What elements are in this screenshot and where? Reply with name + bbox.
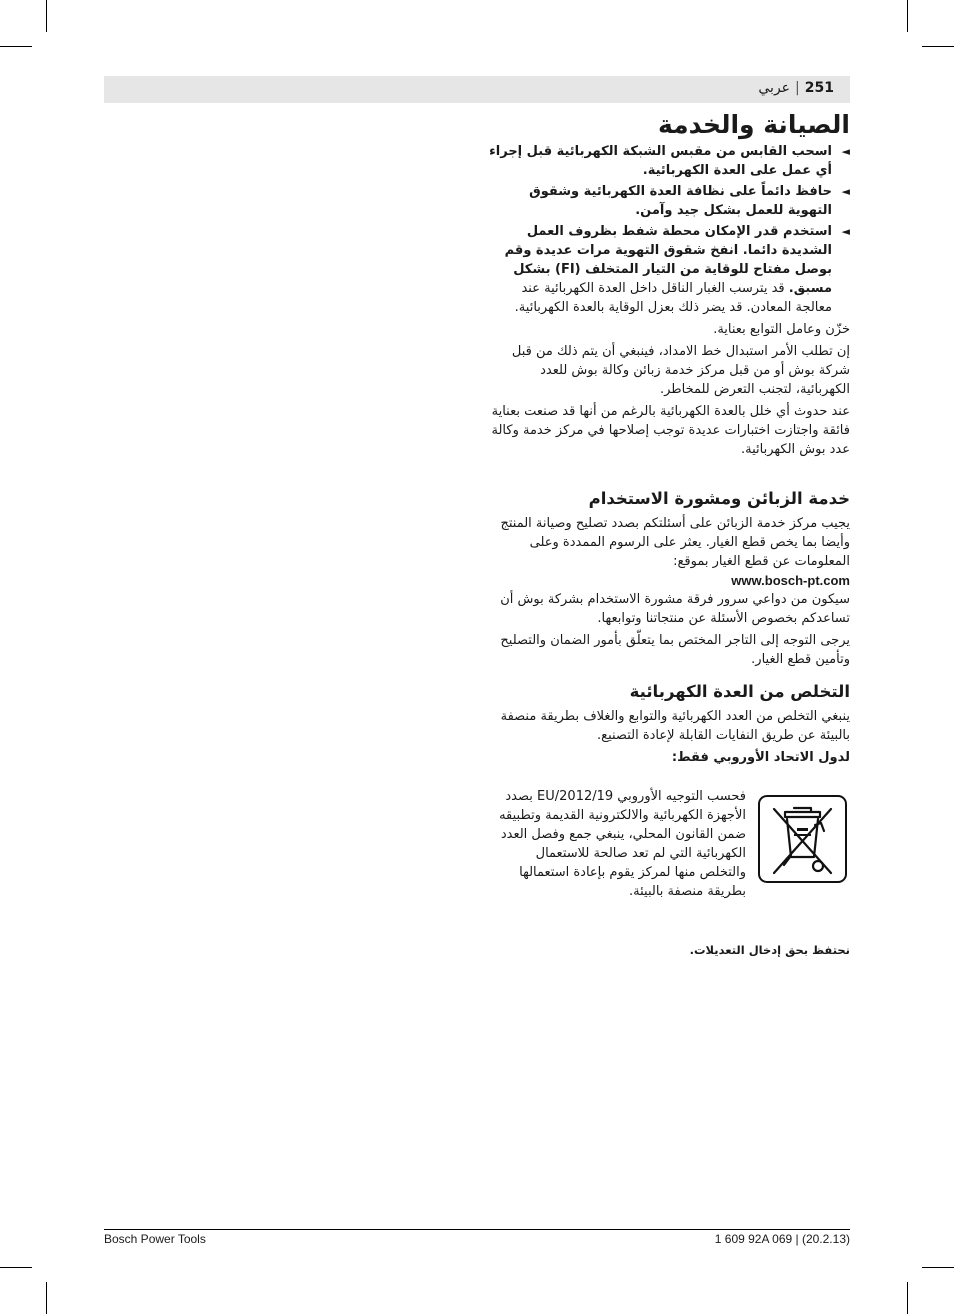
crop-mark (46, 0, 47, 32)
page-header (104, 76, 850, 103)
paragraph: ينبغي التخلص من العدد الكهربائية والتوابع والغلاف بطريقة منصفة بالبيئة عن طريق النفايات القابلة لإعادة التصنيع. (500, 709, 850, 743)
disposal-heading: التخلص من العدة الكهربائية (629, 682, 850, 701)
eu-heading: لدول الاتحاد الأوروبي فقط: (671, 750, 850, 765)
triangle-left-icon: ◄ (841, 225, 850, 238)
crop-mark (907, 1282, 908, 1314)
footer-divider (104, 1229, 850, 1230)
paragraph: فحسب التوجيه الأوروبي 2012/19/EU بصدد الأجهزة الكهربائية والالكترونية القديمة وتطبيقه ضمن القانون المحلي، ينبغي جمع وفصل العدد الكهربائية التي لم تعد صالحة للاستعمال والتخلص منها لمركز يقوم بإعادة استعمالها بطريقة منصفة بالبيئة. (499, 789, 746, 899)
crop-mark (922, 1267, 954, 1268)
paragraph: يرجى التوجه إلى التاجر المختص بما يتعلّق بأمور الضمان والتصليح وتأمين قطع الغيار. (500, 633, 850, 667)
crop-mark (0, 46, 32, 47)
footer-brand: Bosch Power Tools (104, 1232, 206, 1246)
bosch-website-link[interactable]: www.bosch-pt.com (731, 573, 850, 588)
crop-mark (907, 0, 908, 32)
header-language: عربي (758, 80, 791, 96)
crossed-out-wheelie-bin-icon (758, 795, 847, 883)
bullet-item: ◄ استخدم قدر الإمكان محطة شفط بظروف العمل الشديدة دائما. انفخ شقوق التهوية مرات عديدة وقم بوصل مفتاح للوقاية من التيار المتخلف (FI) بشكل مسبق. قد يترسب الغبار الناقل داخل العدة الكهربائية عند معالجة المعادن. قد يضر ذلك بعزل الوقاية بالعدة الكهربائية. (504, 224, 850, 315)
service-heading: خدمة الزبائن ومشورة الاستخدام (588, 489, 850, 508)
page-title: الصيانة والخدمة (657, 110, 850, 139)
triangle-left-icon: ◄ (841, 145, 850, 158)
paragraph: يجيب مركز خدمة الزبائن على أسئلتكم بصدد تصليح وصيانة المنتج وأيضا بما يخص قطع الغيار. يعثر على الرسوم الممددة وعلى المعلومات عن قطع الغيار بموقع: (500, 516, 850, 569)
footer-doc-number: 1 609 92A 069 | (20.2.13) (714, 1232, 850, 1246)
maintenance-section (486, 108, 850, 459)
crop-mark (46, 1282, 47, 1314)
page-number: 251 (804, 80, 834, 96)
service-section (486, 487, 850, 669)
bullet-item: ◄ حافظ دائماً على نظافة العدة الكهربائية وشقوق التهوية للعمل بشكل جيد وآمن. (529, 184, 850, 218)
reserve-note-text: نحتفظ بحق إدخال التعديلات. (689, 943, 850, 957)
header-text: 251|عربي (758, 80, 834, 96)
paragraph: إن تطلب الأمر استبدال خط الامداد، فينبغي أن يتم ذلك من قبل شركة بوش أو من قبل مركز خدمة زبائن وكالة بوش للعدد الكهربائية، لتجنب التعرض للمخاطر. (511, 344, 850, 397)
bin-drawing (760, 797, 845, 881)
reserve-note (486, 941, 850, 960)
triangle-left-icon: ◄ (841, 185, 850, 198)
paragraph: خزّن وعامل التوابع بعناية. (713, 322, 850, 337)
paragraph: عند حدوث أي خلل بالعدة الكهربائية بالرغم من أنها قد صنعت بعناية فائقة واجتازت اختبارات عديدة توجب إصلاحها في مركز خدمة وكالة عدد بوش الكهربائية. (491, 404, 850, 457)
bullet-item: ◄ اسحب القابس من مقبس الشبكة الكهربائية قبل إجراء أي عمل على العدة الكهربائية. (489, 144, 850, 178)
crop-mark (922, 46, 954, 47)
disposal-section (486, 680, 850, 767)
eu-directive-text (486, 787, 746, 901)
crop-mark (0, 1267, 32, 1268)
paragraph: سيكون من دواعي سرور فرقة مشورة الاستخدام بشركة بوش أن تساعدكم بخصوص الأسئلة عن منتجاتنا وتوابعها. (500, 592, 850, 626)
